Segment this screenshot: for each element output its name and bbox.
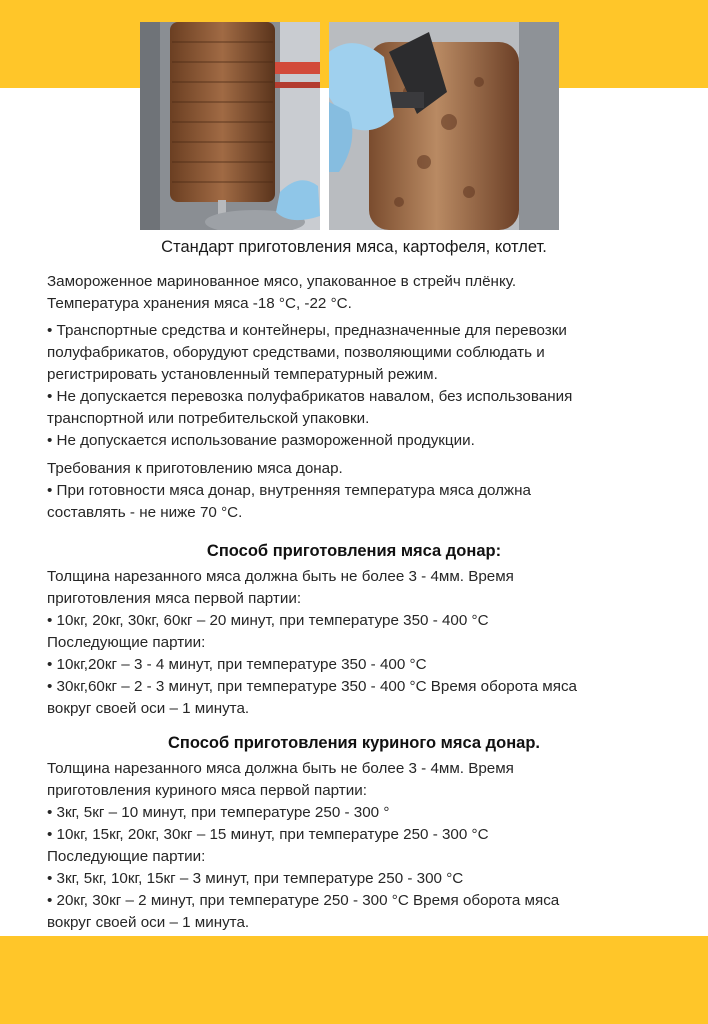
bottom-accent-band xyxy=(0,936,708,1024)
text-line: • Не допускается использование размороженной продукции. xyxy=(47,432,475,449)
doner-spit-image xyxy=(140,22,320,230)
text-line: • Транспортные средства и контейнеры, предназначенные для перевозки xyxy=(47,322,567,339)
text-line: • Не допускается перевозка полуфабрикатов навалом, без использования xyxy=(47,388,573,405)
text-line: составлять - не ниже 70 °C. xyxy=(47,504,243,521)
text-line: • 10кг,20кг – 3 - 4 минут, при температуре 350 - 400 °C xyxy=(47,656,427,673)
doner-spit-photo xyxy=(140,22,320,230)
text-line: вокруг своей оси – 1 минута. xyxy=(47,700,250,717)
text-line: приготовления мяса первой партии: xyxy=(47,590,302,607)
text-line: • 30кг,60кг – 2 - 3 минут, при температуре 350 - 400 °C Время оборота мяса xyxy=(47,678,577,695)
text-line: Последующие партии: xyxy=(47,634,206,651)
doner-slicing-photo xyxy=(329,22,559,230)
text-line: • 3кг, 5кг, 10кг, 15кг – 3 минут, при температуре 250 - 300 °C xyxy=(47,870,464,887)
chicken-doner-method-paragraph xyxy=(47,758,667,934)
doner-method-paragraph xyxy=(47,566,667,720)
requirements-paragraph xyxy=(47,458,667,524)
text-line: • 20кг, 30кг – 2 минут, при температуре 250 - 300 °C Время оборота мяса xyxy=(47,892,560,909)
text-line: регистрировать установленный температурный режим. xyxy=(47,366,438,383)
text-line: Последующие партии: xyxy=(47,848,206,865)
section-heading-doner: Способ приготовления мяса донар: xyxy=(206,542,502,560)
text-line: полуфабрикатов, оборудуют средствами, позволяющими соблюдать и xyxy=(47,344,545,361)
text-line: • 3кг, 5кг – 10 минут, при температуре 250 - 300 ° xyxy=(47,804,390,821)
text-line: вокруг своей оси – 1 минута. xyxy=(47,914,250,931)
text-line: • 10кг, 20кг, 30кг, 60кг – 20 минут, при температуре 350 - 400 °C xyxy=(47,612,489,629)
page-title: Стандарт приготовления мяса, картофеля, котлет. xyxy=(161,238,547,256)
text-line: Толщина нарезанного мяса должна быть не более 3 - 4мм. Время xyxy=(47,760,514,777)
text-line: • 10кг, 15кг, 20кг, 30кг – 15 минут, при температуре 250 - 300 °C xyxy=(47,826,489,843)
text-line: Требования к приготовлению мяса донар. xyxy=(47,460,343,477)
text-line: транспортной или потребительской упаковки. xyxy=(47,410,370,427)
rules-paragraph xyxy=(47,320,667,452)
intro-paragraph xyxy=(47,271,667,315)
text-line: • При готовности мяса донар, внутренняя температура мяса должна xyxy=(47,482,531,499)
section-heading-chicken-doner: Способ приготовления куриного мяса донар. xyxy=(167,734,541,752)
doner-slicing-image xyxy=(329,22,559,230)
text-line: Замороженное маринованное мясо, упакованное в стрейч плёнку. xyxy=(47,273,517,290)
text-line: приготовления куриного мяса первой партии: xyxy=(47,782,367,799)
text-line: Температура хранения мяса -18 °C, -22 °C. xyxy=(47,295,352,312)
text-line: Толщина нарезанного мяса должна быть не более 3 - 4мм. Время xyxy=(47,568,514,585)
